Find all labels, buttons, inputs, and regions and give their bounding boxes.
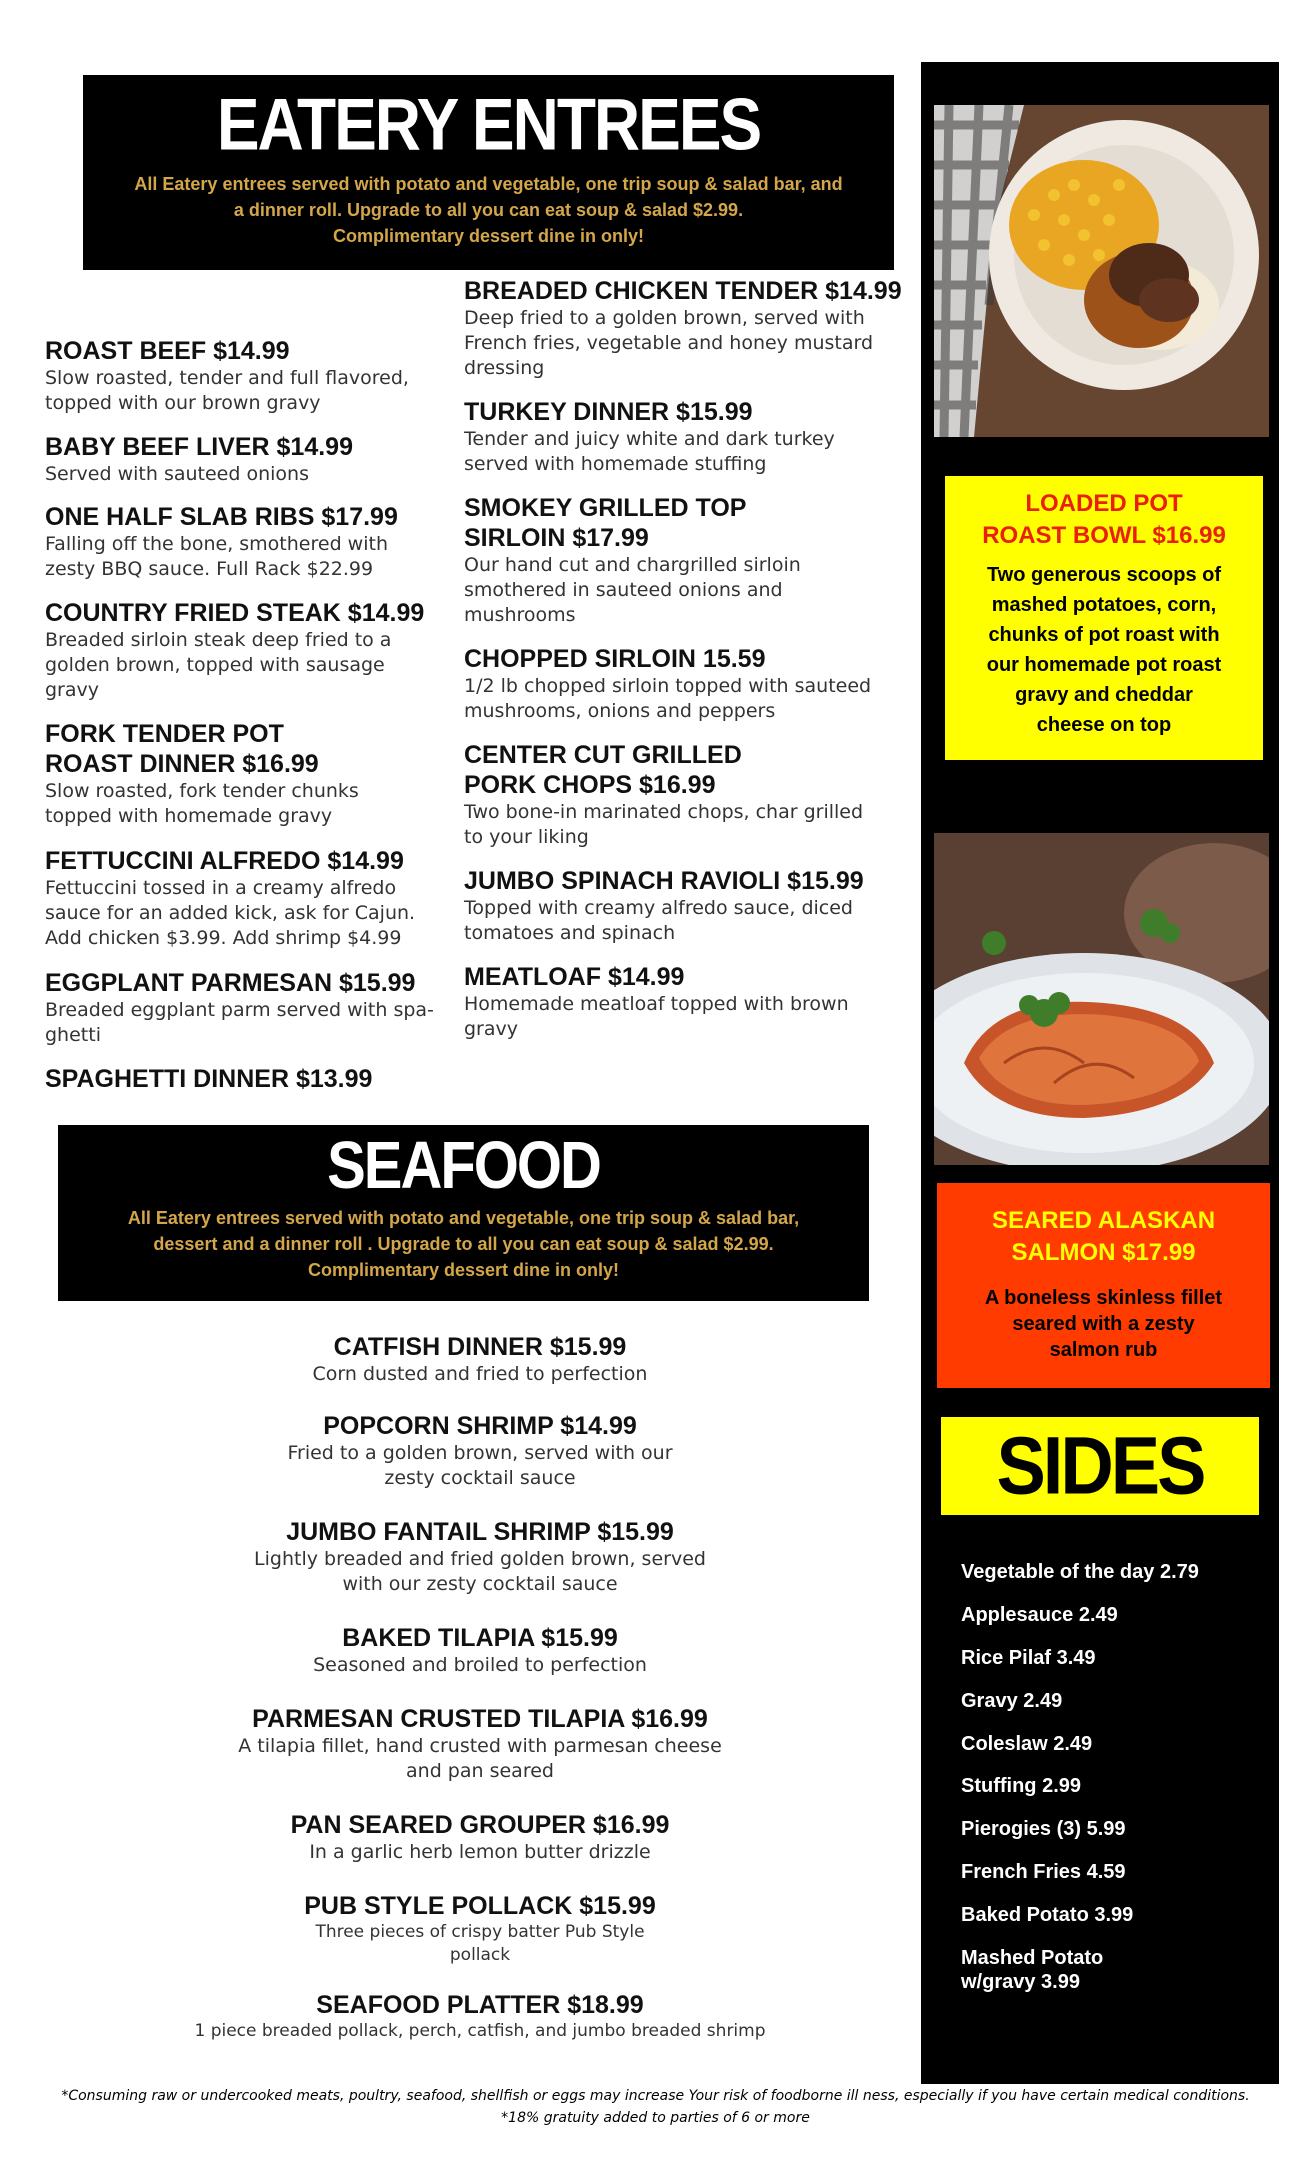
- item-name: PARMESAN CRUSTED TILAPIA $16.99: [252, 1705, 708, 1733]
- side-item: Rice Pilaf 3.49: [961, 1647, 1096, 1669]
- item-desc: Slow roasted, fork tender chunks topped with homemade gravy: [45, 780, 359, 827]
- item-name: JUMBO FANTAIL SHRIMP $15.99: [286, 1518, 674, 1546]
- menu-item: [140, 1810, 820, 1865]
- menu-item: [464, 397, 914, 477]
- promo-pot-roast-title: LOADED POT ROAST BOWL $16.99: [982, 490, 1226, 549]
- item-desc: Falling off the bone, smothered with zesty BBQ sauce. Full Rack $22.99: [45, 533, 388, 580]
- menu-item: [140, 1517, 820, 1597]
- item-desc: Seasoned and broiled to perfection: [313, 1654, 647, 1676]
- entrees-note-line3: Complimentary dessert dine in only!: [332, 226, 645, 246]
- item-desc: Breaded eggplant parm served with spa- ghetti: [45, 999, 434, 1046]
- item-name: PAN SEARED GROUPER $16.99: [290, 1811, 670, 1839]
- side-item: Coleslaw 2.49: [961, 1733, 1093, 1755]
- menu-item: [45, 336, 465, 416]
- item-name: SMOKEY GRILLED TOP SIRLOIN $17.99: [464, 494, 747, 552]
- menu-item: [45, 432, 465, 487]
- salmon-image: [934, 833, 1269, 1165]
- item-name: BREADED CHICKEN TENDER $14.99: [464, 277, 902, 305]
- item-name: EGGPLANT PARMESAN $15.99: [45, 969, 416, 997]
- item-desc: Served with sauteed onions: [45, 463, 309, 485]
- item-name: COUNTRY FRIED STEAK $14.99: [45, 599, 425, 627]
- side-item: Applesauce 2.49: [961, 1604, 1118, 1626]
- entrees-header: [83, 75, 894, 270]
- side-item: Mashed Potato w/gravy 3.99: [961, 1947, 1104, 1993]
- item-desc: Corn dusted and fried to perfection: [312, 1363, 648, 1385]
- pot-roast-bowl-image: [934, 105, 1269, 437]
- promo-salmon: [937, 1183, 1270, 1388]
- seafood-title: SEAFOOD: [327, 1128, 600, 1203]
- item-desc: Deep fried to a golden brown, served with French fries, vegetable and honey mustard dressing: [464, 307, 874, 379]
- item-desc: Our hand cut and chargrilled sirloin smothered in sauteed onions and mushrooms: [464, 554, 801, 626]
- item-name: ONE HALF SLAB RIBS $17.99: [45, 503, 398, 531]
- menu-item: [45, 502, 465, 582]
- item-name: PUB STYLE POLLACK $15.99: [304, 1892, 656, 1920]
- footer-disclaimer: *Consuming raw or undercooked meats, poultry, seafood, shellfish or eggs may increase Your risk of foodborne ill ness, especially if you have certain medical conditions.: [61, 2088, 1250, 2104]
- pot-roast-bowl-photo: [934, 105, 1269, 437]
- sides-title: SIDES: [996, 1419, 1204, 1512]
- menu-item: [45, 1064, 465, 1094]
- item-desc: Three pieces of crispy batter Pub Style pollack: [315, 1922, 645, 1965]
- promo-salmon-title: SEARED ALASKAN SALMON $17.99: [991, 1207, 1216, 1266]
- promo-pot-roast-desc: Two generous scoops of mashed potatoes, corn, chunks of pot roast with our homemade pot roast gravy and cheddar cheese on top: [986, 564, 1222, 736]
- menu-item: [464, 644, 914, 724]
- item-desc: Slow roasted, tender and full flavored, topped with our brown gravy: [45, 367, 409, 414]
- menu-item: [464, 493, 914, 628]
- item-desc: Breaded sirloin steak deep fried to a golden brown, topped with sausage gravy: [45, 629, 392, 701]
- side-item: Stuffing 2.99: [961, 1775, 1082, 1797]
- menu-item: [464, 962, 914, 1042]
- menu-item: [45, 846, 465, 951]
- menu-item: [464, 276, 914, 381]
- menu-item: [464, 740, 914, 850]
- salmon-photo: [934, 833, 1269, 1165]
- item-desc: 1/2 lb chopped sirloin topped with sauteed mushrooms, onions and peppers: [464, 675, 872, 722]
- item-name: FORK TENDER POT ROAST DINNER $16.99: [45, 720, 319, 778]
- item-name: CATFISH DINNER $15.99: [333, 1333, 627, 1361]
- item-desc: In a garlic herb lemon butter drizzle: [309, 1841, 651, 1863]
- item-name: BABY BEEF LIVER $14.99: [45, 433, 353, 461]
- item-name: JUMBO SPINACH RAVIOLI $15.99: [464, 867, 864, 895]
- menu-item: [120, 1990, 840, 2043]
- item-name: CENTER CUT GRILLED PORK CHOPS $16.99: [464, 741, 742, 799]
- side-item: Gravy 2.49: [961, 1690, 1063, 1712]
- sides-header: [941, 1417, 1259, 1515]
- item-name: BAKED TILAPIA $15.99: [342, 1624, 618, 1652]
- entrees-note-line2: a dinner roll. Upgrade to all you can eat soup & salad $2.99.: [233, 200, 744, 220]
- menu-item: [464, 866, 914, 946]
- item-desc: Two bone-in marinated chops, char grilled to your liking: [464, 801, 864, 848]
- seafood-note-line3: Complimentary dessert dine in only!: [307, 1260, 620, 1280]
- item-name: FETTUCCINI ALFREDO $14.99: [45, 847, 404, 875]
- item-desc: Fettuccini tossed in a creamy alfredo sauce for an added kick, ask for Cajun. Add chicken $3.99. Add shrimp $4.99: [45, 877, 416, 949]
- item-desc: Fried to a golden brown, served with our zesty cocktail sauce: [287, 1442, 673, 1489]
- side-item: Vegetable of the day 2.79: [961, 1561, 1199, 1583]
- menu-item: [45, 598, 465, 703]
- side-item: Pierogies (3) 5.99: [961, 1818, 1126, 1840]
- menu-item: [45, 968, 475, 1048]
- promo-salmon-desc: A boneless skinless fillet seared with a zesty salmon rub: [984, 1287, 1223, 1361]
- seafood-note-line2: dessert and a dinner roll . Upgrade to all you can eat soup & salad $2.99.: [153, 1234, 774, 1254]
- side-item: French Fries 4.59: [961, 1861, 1126, 1883]
- item-name: ROAST BEEF $14.99: [45, 337, 290, 365]
- menu-item: [45, 719, 465, 829]
- menu-item: [140, 1332, 820, 1387]
- menu-item: [140, 1891, 820, 1967]
- item-name: TURKEY DINNER $15.99: [464, 398, 753, 426]
- item-name: CHOPPED SIRLOIN 15.59: [464, 645, 766, 673]
- side-item: Baked Potato 3.99: [961, 1904, 1134, 1926]
- menu-item: [140, 1623, 820, 1678]
- item-name: MEATLOAF $14.99: [464, 963, 685, 991]
- item-name: POPCORN SHRIMP $14.99: [323, 1412, 637, 1440]
- item-desc: Topped with creamy alfredo sauce, diced tomatoes and spinach: [464, 897, 853, 944]
- promo-pot-roast-bowl: [945, 476, 1263, 760]
- item-name: SPAGHETTI DINNER $13.99: [45, 1065, 373, 1093]
- seafood-note-line1: All Eatery entrees served with potato and vegetable, one trip soup & salad bar,: [127, 1208, 800, 1228]
- item-desc: Lightly breaded and fried golden brown, served with our zesty cocktail sauce: [254, 1548, 706, 1595]
- item-name: SEAFOOD PLATTER $18.99: [316, 1991, 644, 2019]
- entrees-title: EATERY ENTREES: [216, 82, 761, 166]
- item-desc: Homemade meatloaf topped with brown gravy: [464, 993, 849, 1040]
- entrees-note-line1: All Eatery entrees served with potato and vegetable, one trip soup & salad bar, and: [134, 174, 843, 194]
- seafood-header: [58, 1125, 869, 1301]
- menu-item: [140, 1411, 820, 1491]
- footer-gratuity: *18% gratuity added to parties of 6 or more: [501, 2110, 810, 2126]
- item-desc: 1 piece breaded pollack, perch, catfish, and jumbo breaded shrimp: [194, 2021, 766, 2041]
- item-desc: A tilapia fillet, hand crusted with parmesan cheese and pan seared: [238, 1735, 722, 1782]
- item-desc: Tender and juicy white and dark turkey served with homemade stuffing: [464, 428, 835, 475]
- menu-item: [140, 1704, 820, 1784]
